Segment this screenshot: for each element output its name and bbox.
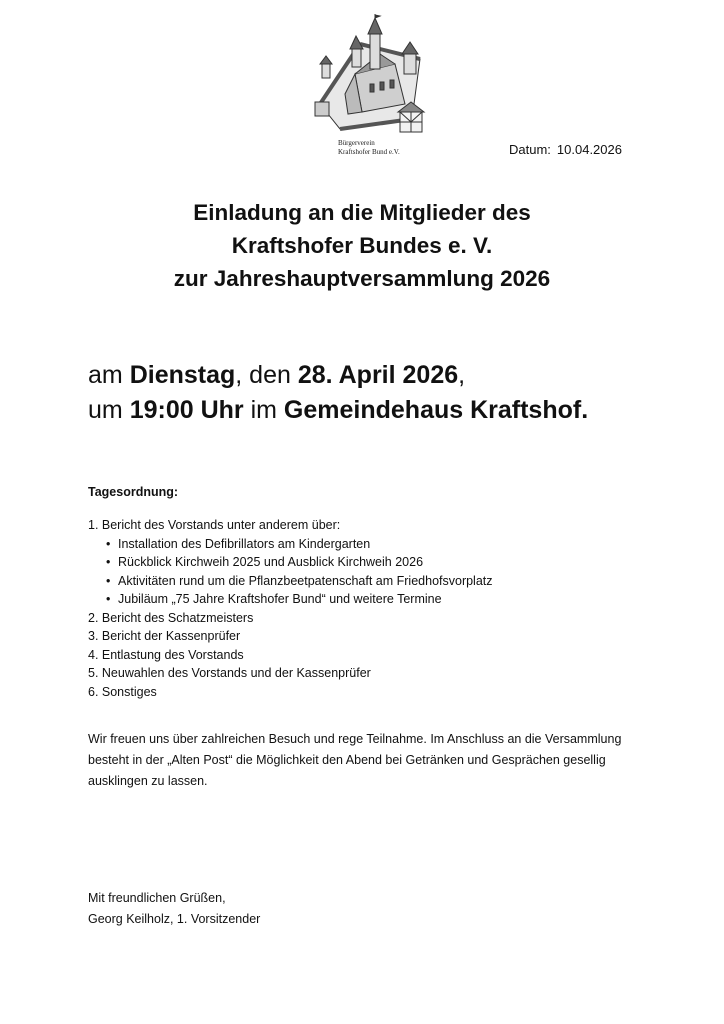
- agenda-subitem-text: Aktivitäten rund um die Pflanzbeetpatenschaft am Friedhofsvorplatz: [118, 573, 493, 588]
- event-text: , den: [235, 361, 298, 389]
- event-day: Dienstag: [129, 361, 236, 389]
- agenda-subitem-text: Rückblick Kirchweih 2025 und Ausblick Kirchweih 2026: [118, 555, 424, 569]
- agenda-item: 6. Sonstiges: [88, 684, 157, 699]
- event-date-line: [88, 358, 588, 393]
- title-line1: Einladung an die Mitglieder des: [193, 200, 531, 225]
- bullet-icon: •: [106, 536, 111, 551]
- agenda-subitem-text: Installation des Defibrillators am Kindergarten: [118, 536, 371, 551]
- date-label: Datum:: [509, 142, 551, 157]
- agenda-item: 3. Bericht der Kassenprüfer: [88, 629, 241, 643]
- event-date: 28. April 2026: [297, 361, 459, 389]
- agenda-subitem: [88, 572, 493, 591]
- document-title: [0, 196, 724, 295]
- bullet-icon: •: [106, 573, 111, 588]
- date: [509, 142, 628, 157]
- closing-paragraph: Wir freuen uns über zahlreichen Besuch und rege Teilnahme. Im Anschluss an die Versammlung besteht in der „Alten Post“ die Möglichkeit den Abend bei Getränken und Gesprächen gesellig ausklingen zu lassen.: [88, 732, 622, 788]
- agenda-subitem: [88, 590, 493, 609]
- agenda-list: [88, 516, 493, 701]
- greeting: Mit freundlichen Grüßen,: [88, 891, 226, 905]
- logo: [300, 14, 460, 162]
- title-line3: zur Jahreshauptversammlung 2026: [173, 266, 551, 291]
- event-text: um: [88, 396, 130, 424]
- event-text: ,: [458, 361, 466, 389]
- agenda-item: 1. Bericht des Vorstands unter anderem über:: [88, 518, 341, 532]
- signatory-name: Georg Keilholz, 1. Vorsitzender: [88, 912, 261, 926]
- event-time: 19:00 Uhr: [129, 396, 244, 424]
- date-value: 10.04.2026: [556, 142, 622, 157]
- agenda-subitem: [88, 535, 493, 554]
- logo-org-name: [338, 139, 400, 157]
- bullet-icon: •: [106, 555, 111, 569]
- signature-block: [88, 888, 260, 930]
- title-line2: Kraftshofer Bundes e. V.: [231, 233, 493, 258]
- event-place: Gemeindehaus Kraftshof.: [283, 396, 589, 424]
- agenda-heading: Tagesordnung:: [88, 485, 179, 499]
- bullet-icon: •: [106, 592, 111, 606]
- event-time-line: [88, 393, 588, 428]
- agenda-item: 5. Neuwahlen des Vorstands und der Kassenprüfer: [88, 666, 371, 680]
- agenda-item: 4. Entlastung des Vorstands: [88, 647, 244, 662]
- event-text: am: [88, 361, 130, 389]
- logo-org-line2: Kraftshofer Bund e.V.: [338, 148, 400, 156]
- event-details: [88, 358, 588, 428]
- agenda-item: 2. Bericht des Schatzmeisters: [88, 610, 254, 625]
- agenda-subitem-text: Jubiläum „75 Jahre Kraftshofer Bund“ und weitere Termine: [118, 592, 442, 606]
- event-text: im: [243, 396, 284, 424]
- logo-org-line1: Bürgerverein: [338, 139, 375, 147]
- fortified-church-drawing-icon: [300, 14, 460, 139]
- agenda-subitem: [88, 553, 493, 572]
